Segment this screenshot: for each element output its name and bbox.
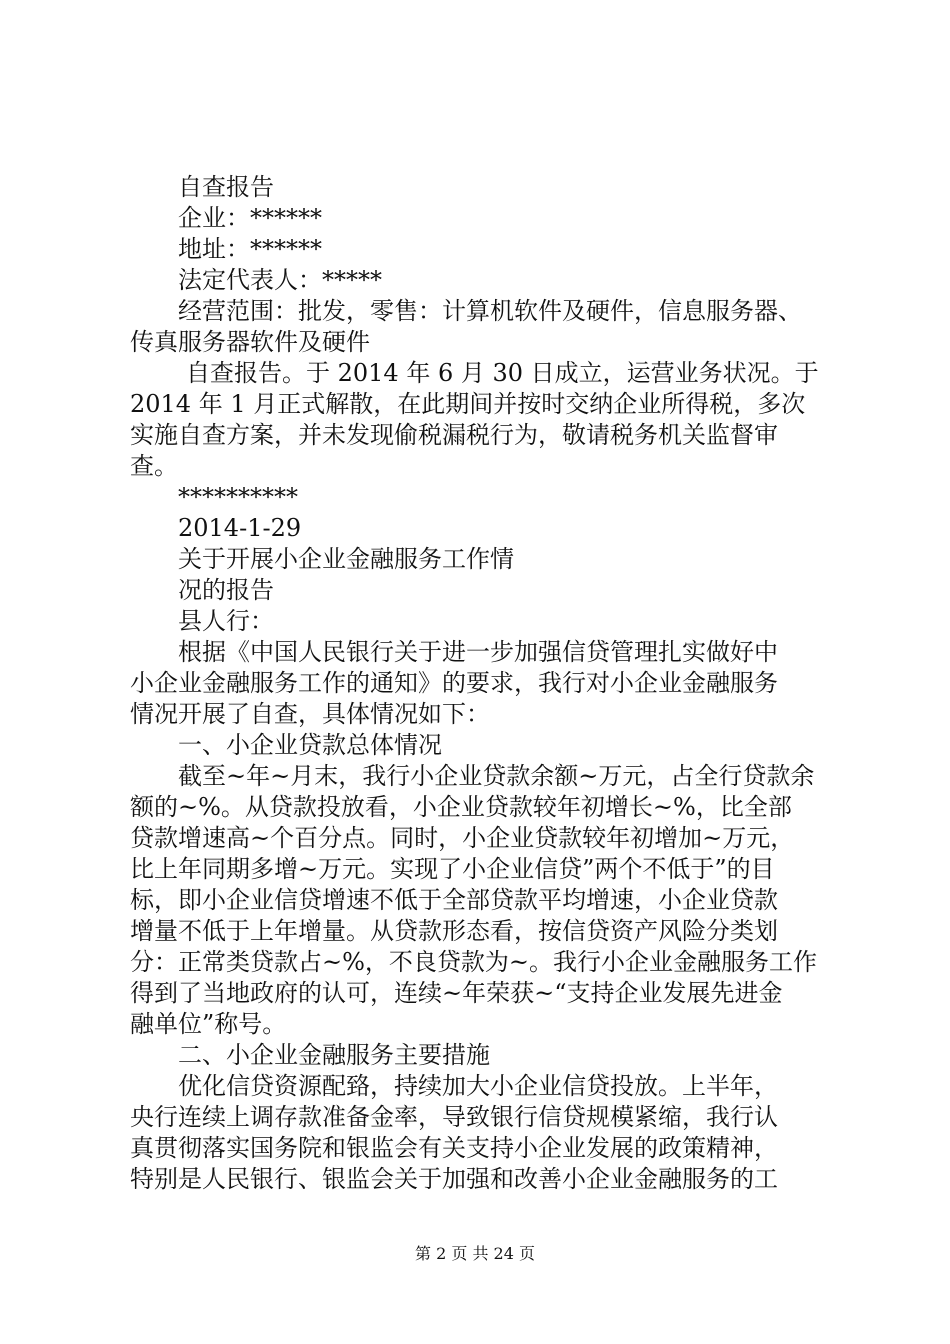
text-line: 二、小企业金融服务主要措施	[178, 1041, 490, 1069]
text-line: 比上年同期多增~万元。实现了小企业信贷”两个不低于”的目	[130, 855, 775, 883]
text-line: 地址：******	[178, 235, 322, 263]
text-line: 一、小企业贷款总体情况	[178, 731, 442, 759]
text-line: 2014 年 1 月正式解散，在此期间并按时交纳企业所得税，多次	[130, 390, 806, 418]
text-line: 情况开展了自查，具体情况如下：	[130, 700, 490, 728]
text-line: 传真服务器软件及硬件	[130, 328, 370, 356]
text-line: 融单位”称号。	[130, 1010, 287, 1038]
text-line: 2014-1-29	[178, 514, 302, 542]
text-line: 况的报告	[178, 576, 274, 604]
text-line: 截至~年~月末，我行小企业贷款余额~万元，占全行贷款余	[178, 762, 815, 790]
text-line: 增量不低于上年增量。从贷款形态看，按信贷资产风险分类划	[130, 917, 778, 945]
text-line: 经营范围：批发，零售：计算机软件及硬件，信息服务器、	[178, 297, 802, 325]
text-line: 分：正常类贷款占~%，不良贷款为~。我行小企业金融服务工作	[130, 948, 818, 976]
text-line: 实施自查方案，并未发现偷税漏税行为，敬请税务机关监督审	[130, 421, 778, 449]
text-line: 真贯彻落实国务院和银监会有关支持小企业发展的政策精神，	[130, 1134, 778, 1162]
text-line: 法定代表人：*****	[178, 266, 382, 294]
text-line: **********	[178, 483, 298, 511]
text-line: 查。	[130, 452, 178, 480]
text-line: 根据《中国人民银行关于进一步加强信贷管理扎实做好中	[178, 638, 778, 666]
document-body	[130, 172, 830, 1195]
text-line: 标，即小企业信贷增速不低于全部贷款平均增速，小企业贷款	[130, 886, 778, 914]
page-footer: 第 2 页 共 24 页	[415, 1244, 535, 1263]
text-line: 得到了当地政府的认可，连续~年荣获~“支持企业发展先进金	[130, 979, 783, 1007]
text-line: 自查报告。于 2014 年 6 月 30 日成立，运营业务状况。于	[186, 359, 819, 387]
text-line: 额的~%。从贷款投放看，小企业贷款较年初增长~%，比全部	[130, 793, 792, 821]
text-line: 央行连续上调存款准备金率，导致银行信贷规模紧缩，我行认	[130, 1103, 778, 1131]
text-line: 县人行：	[178, 607, 274, 635]
text-line: 特别是人民银行、银监会关于加强和改善小企业金融服务的工	[130, 1165, 778, 1193]
text-line: 自查报告	[178, 173, 274, 201]
text-line: 小企业金融服务工作的通知》的要求，我行对小企业金融服务	[130, 669, 778, 697]
text-line: 关于开展小企业金融服务工作情	[178, 545, 514, 573]
text-line: 企业：******	[178, 204, 322, 232]
text-line: 优化信贷资源配臵，持续加大小企业信贷投放。上半年，	[178, 1072, 778, 1100]
text-line: 贷款增速高~个百分点。同时，小企业贷款较年初增加~万元，	[130, 824, 795, 852]
